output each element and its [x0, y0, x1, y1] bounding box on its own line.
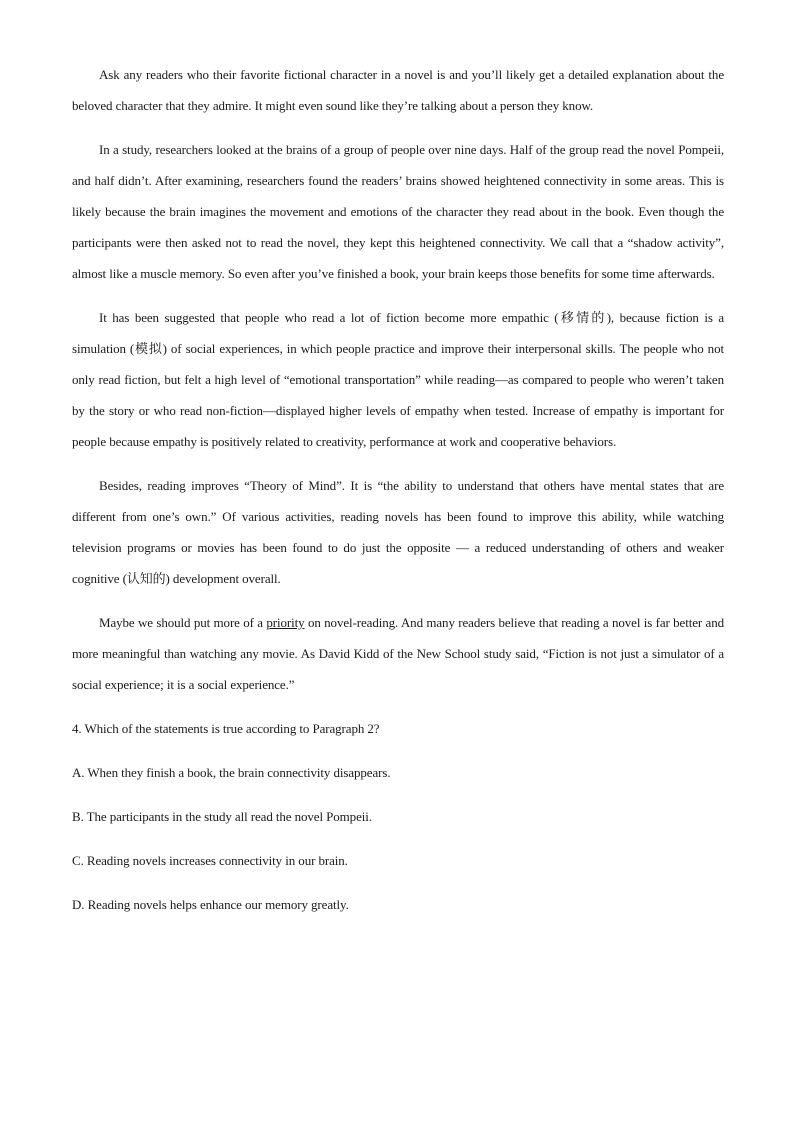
- option-c: C. Reading novels increases connectivity in our brain.: [72, 853, 348, 868]
- paragraph-4: Besides, reading improves “Theory of Mind”. It is “the ability to understand that others have mental states that are different from one’s own.” Of various activities, reading novels has been found to improve this ability, while watching television programs or movies has been found to do just the opposite — a reduced understanding of others and weaker cognitive (认知的) development overall.: [72, 478, 724, 586]
- question-stem: 4. Which of the statements is true according to Paragraph 2?: [72, 721, 380, 736]
- paragraph-5-before: Maybe we should put more of a: [99, 615, 267, 630]
- paragraph-5: [72, 607, 724, 700]
- paragraph-2: In a study, researchers looked at the brains of a group of people over nine days. Half of the group read the novel Pompeii, and half didn’t. After examining, researchers found the readers’ brains showed heightened connectivity in some areas. This is likely because the brain imagines the movement and emotions of the character they read about in the book. Even though the participants were then asked not to read the novel, they kept this heightened connectivity. We call that a “shadow activity”, almost like a muscle memory. So even after you’ve finished a book, your brain keeps those benefits for some time afterwards.: [72, 142, 724, 281]
- document-page: [72, 59, 724, 933]
- option-d: D. Reading novels helps enhance our memory greatly.: [72, 897, 349, 912]
- paragraph-1: Ask any readers who their favorite fictional character in a novel is and you’ll likely get a detailed explanation about the beloved character that they admire. It might even sound like they’re talking about a person they know.: [72, 67, 724, 113]
- underlined-word-priority: priority: [266, 615, 305, 630]
- paragraph-3: It has been suggested that people who read a lot of fiction become more empathic (移情的), because fiction is a simulation (模拟) of social experiences, in which people practice and improve their interpersonal skills. The people who not only read fiction, but felt a high level of “emotional transportation” while reading—as compared to people who weren’t taken by the story or who read non-fiction—displayed higher levels of empathy when tested. Increase of empathy is important for people because empathy is positively related to creativity, performance at work and cooperative behaviors.: [72, 310, 724, 449]
- option-b: B. The participants in the study all read the novel Pompeii.: [72, 809, 372, 824]
- paragraph-5-after: on novel-reading. And many readers believe that reading a novel is far better and more meaningful than watching any movie. As David Kidd of the New School study said, “Fiction is not just a simulator of a social experience; it is a social experience.”: [72, 615, 724, 692]
- option-a: A. When they finish a book, the brain connectivity disappears.: [72, 765, 391, 780]
